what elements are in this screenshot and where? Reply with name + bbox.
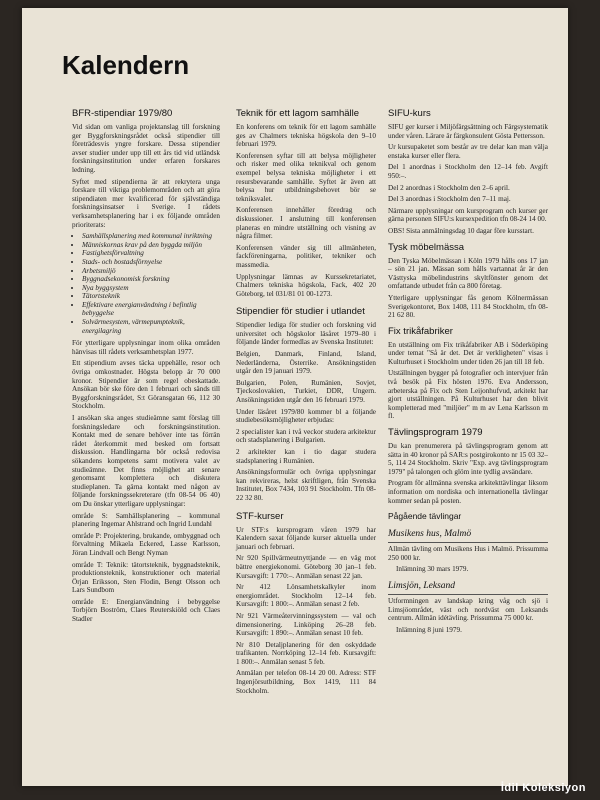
stipendier-paragraph: Ansökningsformulär och övriga upplysningar kan rekvireras, helst skriftligen, från Svenska Institutet, Box 7434, 103 91 Stockholm. Tfn 08-22 32 80. — [236, 468, 376, 502]
priority-list — [72, 232, 220, 335]
mobel-paragraph: Den Tyska Möbelmässan i Köln 1979 hålls ons 17 jan – sön 21 jan. Mässan som hålls vartannat år är den Västtyska möbelindustrins skyltfönster genom det omfattande utbudet från ca 800 företag. — [388, 256, 548, 291]
sifu-paragraph: Del 2 anordnas i Stockholm den 2–6 april. — [388, 183, 510, 192]
bfr-paragraph: Vid sidan om vanliga projektanslag till forskning ger Byggforskningsrådet också stipendier till företrädesvis yngre forskare. Dessa stipendier avser studier under upp till ett års tid vid utländsk forskningsinstitution under erfaren forskares ledning. — [72, 123, 220, 174]
list-item: • Människornas krav på den byggda miljön — [82, 241, 220, 250]
stipendier-heading: Stipendier för studier i utlandet — [236, 306, 365, 318]
event-date: Inlämning 30 mars 1979. — [396, 565, 469, 574]
bfr-heading: BFR-stipendiar 1979/80 — [72, 108, 173, 119]
teknik-paragraph: Konferensen vänder sig till allmänheten, fackföreningarna, politiker, tekniker och massmedia. — [236, 243, 376, 269]
bfr-paragraph: Syftet med stipendierna är att rekrytera unga forskare till viktiga problemområden och att göra stipendiaten mer kvalificerad för självständiga forskningsinsatser i Sverige. I rådets verksamhetsplanering har i ex följande områden prioriterats: — [72, 177, 220, 229]
list-item: • Solvärmesystem, värmepumpteknik, energilagring — [82, 318, 220, 335]
stf-paragraph: Nr 920 Spillvärmeutnyttjande — en väg mot bättre energiekonomi. Göteborg 30 jan–1 feb. Kursavgift: 1 770:–. Anmälan senast 22 jan. — [236, 554, 376, 580]
teknik-paragraph: En konferens om teknik för ett lagom samhälle ges av Chalmers tekniska högskola den 9–10 februari 1979. — [236, 123, 376, 149]
teknik-paragraph: Konferensen syftar till att belysa möjligheter och risker med olika teknikval och genom exempel belysa tekniska möjligheter i ett resursbevarande samhälle. Syftet är även att belysa hur utbildningsbehovet bör se tekniksvalet. — [236, 151, 376, 203]
stipendier-paragraph: 2 specialister kan i två veckor studera arkitektur och stadsplanering i Bulgarien. — [236, 427, 376, 445]
sifu-heading: SIFU-kurs — [388, 108, 431, 119]
mobel-paragraph: Ytterligare upplysningar fås genom Kölnermässan Sverigekontoret, Box 1408, 111 84 Stockholm, tfn 08-21 62 80. — [388, 293, 548, 320]
fix-heading: Fix trikåfabriker — [388, 325, 453, 337]
magazine-page — [22, 8, 568, 786]
bfr-paragraph: För ytterligare upplysningar inom olika områden hänvisas till rådets verksamhetsplan 1977. — [72, 339, 220, 356]
list-item: • Fastighetsförvaltning — [82, 249, 220, 258]
stipendier-paragraph: 2 arkitekter kan i tio dagar studera stadsplanering i Rumänien. — [236, 448, 376, 465]
contact-item: område T: Teknik: tätortsteknik, byggnadsteknik, produktionsteknik, konstruktioner och material Örjan Eriksson, Sten Flodin, Bengt Olsson och Lars Sundbom — [72, 560, 220, 595]
teknik-paragraph: Konferensen innehåller föredrag och diskussioner. I anslutning till konferensen planeras en mindre utställning och visning av några filmer. — [236, 206, 376, 241]
sifu-paragraph: Ur kursupaketet som består av tre delar kan man välja enstaka kurser eller flera. — [388, 143, 548, 160]
event-date: Inlämning 8 juni 1979. — [396, 625, 462, 634]
mobel-heading: Tysk möbelmässa — [388, 241, 465, 253]
stf-paragraph: Nr 412 Lönsamhetskalkyler inom energiområdet. Stockholm 12–14 feb. Kursavgift: 1 800:–. Anmälan senast 2 feb. — [236, 583, 376, 609]
stf-paragraph: Ur STF:s kursprogram våren 1979 har Kalendern saxat följande kurser aktuella under januari och februari. — [236, 525, 376, 551]
event-text: Allmän tävling om Musikens Hus i Malmö. Prissumma 250 000 kr. — [388, 545, 548, 562]
contact-item: område P: Projektering, brukande, ombyggnad och förvaltning Mikaela Eckered, Lasse Karlsson, Jöran Lindvall och Bengt Nyman — [72, 531, 220, 557]
tavling-paragraph: Program för allmänna svenska arkitekttävlingar liksom information om nordiska och internationella tävlingar kommer sedan på posten. — [388, 479, 548, 505]
sifu-paragraph: Del 3 anordnas i Stockholm den 7–11 maj. — [388, 195, 511, 204]
stipendier-paragraph: Under läsåret 1979/80 kommer bl a följande studiebesöksmöjligheter erbjudas: — [236, 407, 376, 425]
column-middle — [236, 106, 376, 698]
teknik-heading: Teknik för ett lagom samhälle — [236, 108, 360, 119]
contact-item: område E: Energianvändning i bebyggelse Torbjörn Boström, Claes Reuterskiöld och Claes Stadler — [72, 597, 220, 624]
list-item: • Byggnadsekonomisk forskning — [82, 275, 220, 284]
list-item: • Arbetsmiljö — [82, 267, 220, 276]
stf-paragraph: Nr 810 Detaljplanering för den oskyddade trafikanten. Norrköping 12–14 feb. Kursavgift: 1 800:–. Anmälan senast 5 feb. — [236, 640, 376, 666]
teknik-paragraph: Upplysningar lämnas av Kurssekretariatet, Chalmers tekniska högskola, Fack, 402 20 Göteborg, tel 031/81 01 00-1273. — [236, 272, 376, 298]
stf-heading: STF-kurser — [236, 510, 284, 522]
fix-paragraph: En utställning om Fix trikåfabriker AB i Söderköping under temat "Så är det. Det är verkligheten" visas i Kulturhuset i Stockholm under tiden 26 jan till 18 feb. — [388, 340, 548, 366]
stipendier-paragraph: Stipendier lediga för studier och forskning vid universitet och högskolor läsåret 1979–80 i följande länder formedlas av Svenska Institutet: — [236, 321, 376, 347]
list-item: • Nya byggsystem — [82, 284, 220, 293]
page-title: Kalendern — [62, 50, 190, 80]
stipendier-paragraph: Bulgarien, Polen, Rumänien, Sovjet, Tjeckoslovakien, Turkiet, DDR, Ungern. Ansökningstiden utgår den 16 februari 1979. — [236, 378, 376, 405]
tavling-heading: Tävlingsprogram 1979 — [388, 427, 483, 439]
sifu-paragraph: OBS! Sista anmälningsdag 10 dagar före kursstart. — [388, 226, 534, 235]
sifu-paragraph: SIFU ger kurser i Miljöfärgsättning och Färgsystematik under våren. Lärare är färgkonsulent Gösta Pettersson. — [388, 123, 548, 140]
sifu-paragraph: Del 1 anordnas i Stockholm den 12–14 feb. Avgift 950:–. — [388, 163, 548, 180]
event-title: Limsjön, Leksand — [388, 580, 548, 595]
list-item: • Tätortsteknik — [82, 292, 220, 301]
column-right — [388, 106, 548, 637]
list-item: • Stads- och bostadsförnyelse — [82, 258, 220, 267]
bfr-paragraph: Ett stipendium avses täcka uppehälle, resor och övriga omkostnader. Högsta belopp är 70 000 kronor. Stipendier är som regel obeskattade. Ansökan bör ske före den 1 februari och sänds till Byggforskningsrådet, S:t Göransgatan 66, 112 30 Stockholm. — [72, 359, 220, 411]
fix-paragraph: Utställningen bygger på fotografier och intervjuer från två besök på Fix hösten 1976. Eva Andersson, arbeterska på Fix och Sten Leijonhufvud, arkitekt har gjort utställningen. På Kulturhuset har den blivit kompletterad med "miljöer" m m av Lena Karlsson m fl. — [388, 369, 548, 421]
contact-item: område S: Samhällsplanering – kommunal planering Ingemar Ahlstrand och Ingrid Lundahl — [72, 511, 220, 529]
tavling-paragraph: Du kan prenumerera på tävlingsprogram genom att sätta in 40 kronor på SAR:s postgirokonto nr 15 03 32–5, 114 24 Stockholm. Skriv "Exp. avg tävlingsprogram 1979" på talongen och glöm inte tydlig avsändare. — [388, 442, 548, 476]
list-item: • Samhällsplanering med kommunal inriktning — [82, 232, 220, 241]
list-item: • Effektivare energianvändning i befintlig bebyggelse — [82, 301, 220, 318]
pagaende-heading: Pågående tävlingar — [388, 511, 462, 522]
sifu-paragraph: Närmare upplysningar om kursprogram och kurser ger gärna personen SIFU:s kursexpedition tfn 08-24 14 00. — [388, 206, 548, 224]
stf-paragraph: Anmälan per telefon 08-14 20 00. Adress: STF Ingenjörsutbildning, Box 1419, 111 84 Stockholm. — [236, 669, 376, 695]
event-title: Musikens hus, Malmö — [388, 528, 548, 543]
stipendier-paragraph: Belgien, Danmark, Finland, Island, Nederländerna, Österrike. Ansökningstiden utgår den 19 januari 1979. — [236, 350, 376, 376]
stf-paragraph: Nr 921 Värmeåtervinningssystem — val och dimensionering. Linköping 26–28 feb. Kursavgift: 1 890:–. Anmälan senast 10 feb. — [236, 611, 376, 638]
column-left — [72, 106, 220, 627]
event-text: Utformningen av landskap kring våg och sjö i Limsjöområdet, väst och nordväst om Leksands centrum. Allmän idétävling. Prissumma 75 000 kr. — [388, 596, 548, 623]
bfr-paragraph: I ansökan ska anges studieämne samt förslag till forskningsledare och forskningsinstitution. Kontakt med de senare behöver inte tas förrän rådet återkommit med besked om fortsatt diskussion. Handlingarna bör också redovisa sökandens kompetens samt motivera valet av studieämne. Det finns möjlighet att senare genomsamt komplettera och diskutera studieplanen. Ta gärna kontakt med någon av följande forskningssekreterare (tfn 08-54 06 40) om Du önskar ytterligare upplysningar: — [72, 414, 220, 508]
watermark: İdil Koleksiyon — [500, 782, 586, 794]
